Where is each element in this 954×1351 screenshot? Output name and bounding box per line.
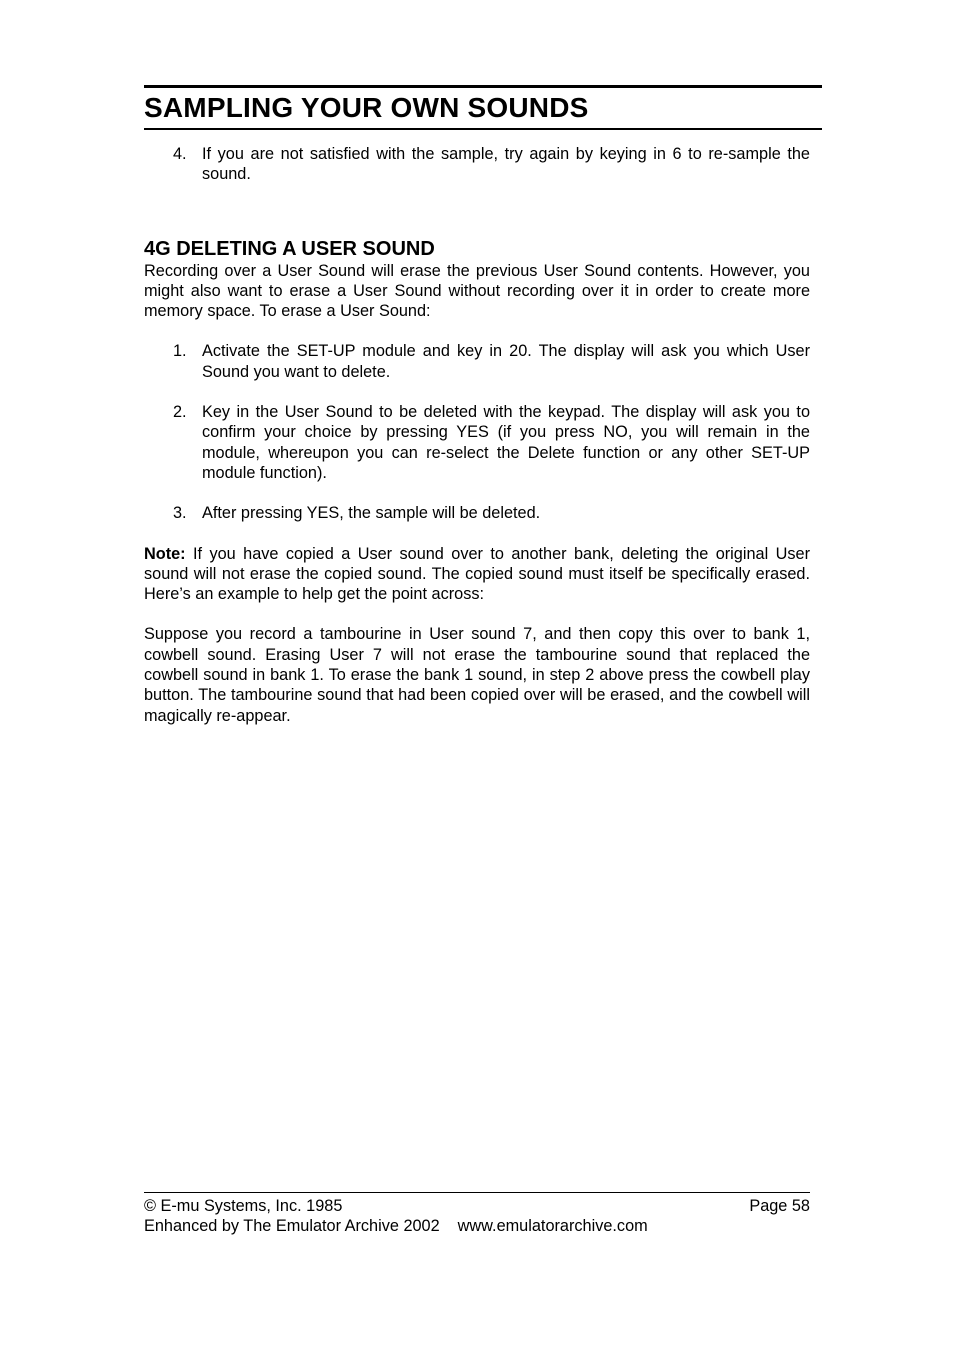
example-paragraph: Suppose you record a tambourine in User sound 7, and then copy this over to bank 1, cowbell sound. Erasing User 7 will not erase the tambourine sound that replaced the cowbell sound in bank 1. To erase the bank 1 sound, in step 2 above press the cowbell play button. The tambourine sound that had been copied over will be erased, and the cowbell will magically re-appear.: [144, 625, 810, 725]
list-item: [144, 144, 810, 185]
step-text: If you are not satisfied with the sample, try again by keying in 6 to re-sample the sound.: [202, 145, 810, 184]
note-text: If you have copied a User sound over to another bank, deleting the original User sound will not erase the copied sound. The copied sound must itself be specifically erased. Here’s an example to help get the point across:: [144, 544, 810, 604]
page-footer: [144, 1196, 810, 1237]
page-number: Page 58: [749, 1197, 810, 1215]
document-page: [144, 0, 822, 1351]
step-number: 1.: [173, 342, 187, 361]
step-text: Activate the SET-UP module and key in 20. The display will ask you which User Sound you want to delete.: [202, 342, 810, 381]
step-number: 4.: [173, 145, 187, 163]
list-item: [144, 341, 810, 382]
page-title: SAMPLING YOUR OWN SOUNDS: [144, 92, 589, 123]
note-label: Note:: [144, 544, 186, 563]
page-content: [144, 144, 810, 726]
list-item: [144, 503, 810, 523]
footer-website: www.emulatorarchive.com: [457, 1217, 648, 1236]
delete-step-list: [144, 341, 810, 523]
step-number: 2.: [173, 403, 187, 422]
step-text: Key in the User Sound to be deleted with the keypad. The display will ask you to confirm your choice by pressing YES (if you press NO, you will remain in the module, whereupon you can re-select the Delete function or any other SET-UP module function).: [202, 403, 810, 482]
footer-enhanced: Enhanced by The Emulator Archive 2002: [144, 1217, 440, 1236]
section-heading: 4G DELETING A USER SOUND: [144, 237, 435, 260]
header-bottom-rule: [144, 128, 822, 130]
list-item: [144, 402, 810, 483]
header-top-rule: [144, 85, 822, 88]
footer-rule: [144, 1192, 810, 1193]
section-intro: Recording over a User Sound will erase the previous User Sound contents. However, you might also want to erase a User Sound without recording over it in order to create more memory space. To erase a User Sound:: [144, 261, 810, 321]
footer-copyright: © E-mu Systems, Inc. 1985: [144, 1197, 343, 1215]
note-paragraph: [144, 544, 810, 605]
step-text: After pressing YES, the sample will be deleted.: [202, 504, 541, 523]
intro-step-list: [144, 144, 810, 185]
step-number: 3.: [173, 504, 187, 523]
